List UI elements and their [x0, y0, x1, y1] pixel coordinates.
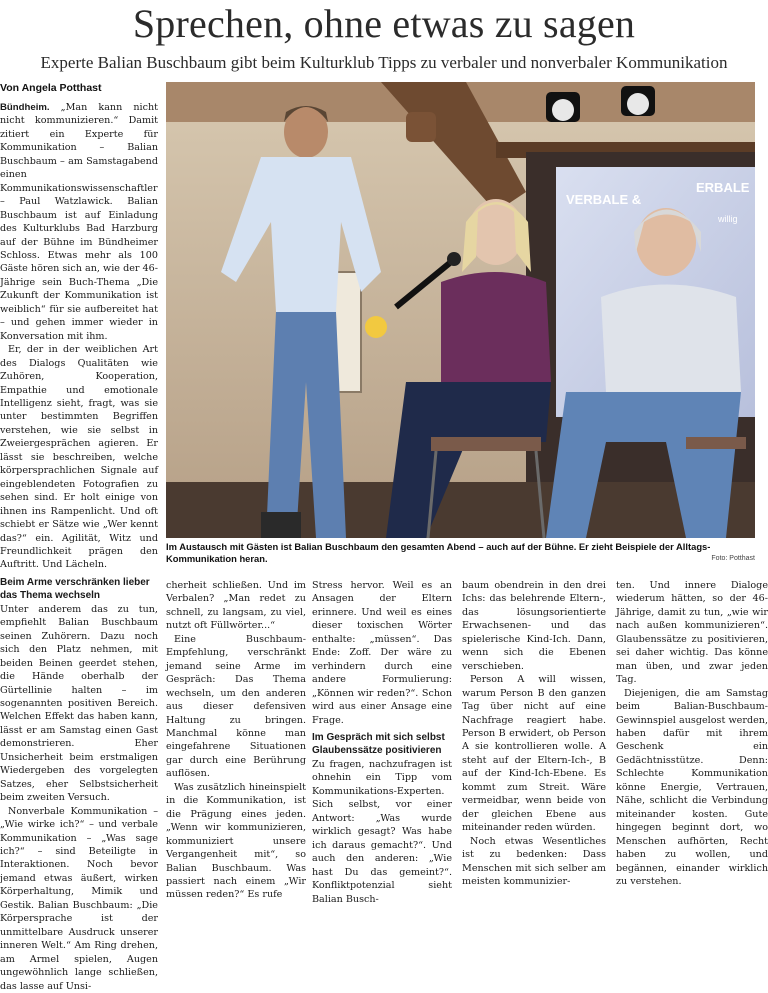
article-column-1 — [0, 101, 158, 992]
subheading-1: Beim Arme verschränken lieber das Thema wechseln — [0, 576, 150, 601]
photo-caption: Im Austausch mit Gästen ist Balian Buschbaum den gesamten Abend – auch auf der Bühne. Er zieht Beispiele der Alltags-Kommunikation heran. — [166, 541, 711, 564]
headline: Sprechen, ohne etwas zu sagen — [132, 1, 636, 46]
paragraph-4: Nonverbale Kommunikation – „Wie wirke ich?“ – und verbale Kommunikation – „Was sage ich?“ – sind Beteiligte in Interaktionen. Noch bevor jemand etwas äußert, wirken Körperhaltung, Mimik und Gestik. Balian Buschbaum: „Die Körpersprache ist der unmittelbare Ausdruck unserer inneren Welt.“ Am Ring drehen, am Armel spielen, Augen ungewöhnlich lange schließen, das lasse auf Unsi- — [0, 805, 158, 992]
paragraph-14: Diejenigen, die am Samstag beim Balian-Buschbaum-Gewinnspiel ausgelost werden, haben dafür mit ihrem Geschenk ein Gedächtnisstütze. Denn: Schlechte Kommunikation könne Energie, Vertrauen, Nähe, schlicht die Verbindung miteinander kosten. Gute hingegen beginnt dort, wo Menschen aufhörten, Recht haben zu wollen, und begännen, einander wirklich zu verstehen. — [616, 687, 768, 887]
photo-credit: Foto: Potthast — [711, 555, 755, 562]
paragraph-7: Was zusätzlich hineinspielt in die Kommunikation, ist die Prägung eines jeden. „Wenn wir kommunizieren, kommuniziert unsere Vergangenheit mit“, so Balian Buschbaum. Was passiert nach einem „Wir müssen reden?“ Es rufe — [166, 781, 306, 901]
dateline: Bündheim. — [0, 102, 50, 113]
paragraph-8: Stress hervor. Weil es an Ansagen der Eltern erinnere. Und weil es eines dieser toxischen Wörter enthalte: „müssen“. Das Ende: Zoff. Der wäre zu verhindern durch eine andere Formulierung: „Können wir reden?“. Schon wird aus einer Ansage eine Frage. — [312, 580, 452, 726]
screen-text-1: VERBALE & — [566, 192, 642, 207]
paragraph-13: ten. Und innere Dialoge wiederum hätten, so der 46-Jährige, damit zu tun, „wie wir nach außen kommunizieren“. Glaubenssätze zu positivieren, sei daher wichtig. Das könne man üben, und zwar jeden Tag. — [616, 580, 768, 686]
paragraph-1 — [0, 101, 158, 343]
paragraph-3: Unter anderem das zu tun, empfiehlt Balian Buschbaum seinen Zuhörern. Dazu noch sich den Platz nehmen, mit beiden Beinen geerdet stehen, die Hände oberhalb der Gürtellinie halten – im sogenannten positiven Bereich. Welchen Effekt das haben kann, lässt er am Samstag einen Gast demonstrieren. Eher Unsicherheit beim erstmaligen Wiedergeben des vorgelegten Satzes, eher Selbstsicherheit beim zweiten Versuch. — [0, 603, 158, 804]
screen-text-3: willig — [718, 214, 738, 224]
paragraph-10: baum obendrein in den drei Ichs: das belehrende Eltern-, das lösungsorientierte Erwachsenen- und das spielerische Kind-Ich. Dann, wenn sich die Ebenen verschieben. — [462, 580, 606, 672]
paragraph-12: Noch etwas Wesentliches ist zu bedenken: Dass Menschen mit sich selber am meisten kommunizier- — [462, 835, 606, 887]
subheadline: Experte Balian Buschbaum gibt beim Kulturklub Tipps zu verbaler und nonverbaler Kommunikation — [40, 53, 728, 72]
paragraph-6: Eine Buschbaum-Empfehlung, verschränkt jemand seine Arme im Gespräch: Das Thema wechseln, um den anderen aus dieser defensiven Haltung zu bringen. Manchmal könne man eingefahrene Situationen gar durch eine Berührung auflösen. — [166, 633, 306, 780]
article-photo — [166, 82, 755, 538]
article-column-2 — [166, 579, 306, 901]
article-column-4 — [462, 579, 606, 887]
article-column-3 — [312, 579, 452, 905]
byline: Von Angela Potthast — [0, 82, 102, 94]
article-column-5 — [616, 579, 768, 887]
paragraph-1-text: „Man kann nicht nicht kommunizieren.“ Damit zitiert ein Experte für Kommunikation – Balian Buschbaum – am Samstagabend einen Kommunikationswissenschaftler – Paul Watzlawick. Balian Buschbaum ist auf Einladung des Kulturklubs Bad Harzburg auf der Bühne im Bündheimer Schloss. Etwas mehr als 100 Gäste hören sich an, wie der 46-Jährige sein Buch-Thema „Die Zukunft der Kommunikation ist weiblich“ für sie aufbereitet hat – und gehen immer wieder in Konversation mit ihm. — [0, 102, 158, 342]
paragraph-5: cherheit schließen. Und im Verbalen? „Man redet zu schnell, zu langsam, zu viel, nutzt oft Füllwörter...“ — [166, 580, 306, 632]
paragraph-11: Person A will wissen, warum Person B den ganzen Tag über nicht auf eine Nachfrage reagiert habe. Person B erwidert, ob Person A sie kontrollieren wolle. A steht auf der Eltern-Ich-, B auf der Kind-Ich-Ebene. Es kommt zum Streit. Wäre vermeidbar, wenn beide von der gleichen Ebene aus miteinander reden würden. — [462, 674, 606, 834]
subheading-2: Im Gespräch mit sich selbst Glaubenssätze positivieren — [312, 731, 445, 756]
paragraph-2: Er, der in der weiblichen Art des Dialogs Qualitäten wie Zuhören, Kooperation, Empathie und emotionale Intelligenz sieht, fragt, was sie unter bestimmten Begriffen verstehen, wie sie selbst in Zweiergesprächen agieren. Er lässt sie beschreiben, welche körpersprachlichen Signale auf eingeblendeten Fotografien zu sehen sind. Er holt einige von ihnen ins Rampenlicht. Und oft schiebt er Sätze wie „Wer kennt das?“ ein. Agilität, Witz und Freundlichkeit prägen den Auftritt. Und Lächeln. — [0, 344, 158, 571]
screen-text-2: ERBALE — [696, 180, 750, 195]
paragraph-9: Zu fragen, nachzufragen ist ohnehin ein Tipp vom Kommunikations-Experten. Sich selbst, vor einer Antwort: „Was wurde wirklich gesagt? Was habe ich daraus gemacht?“. Und auch den anderen: „Wie hast Du das gemeint?“. Konfliktpotenzial sieht Balian Busch- — [312, 758, 452, 905]
